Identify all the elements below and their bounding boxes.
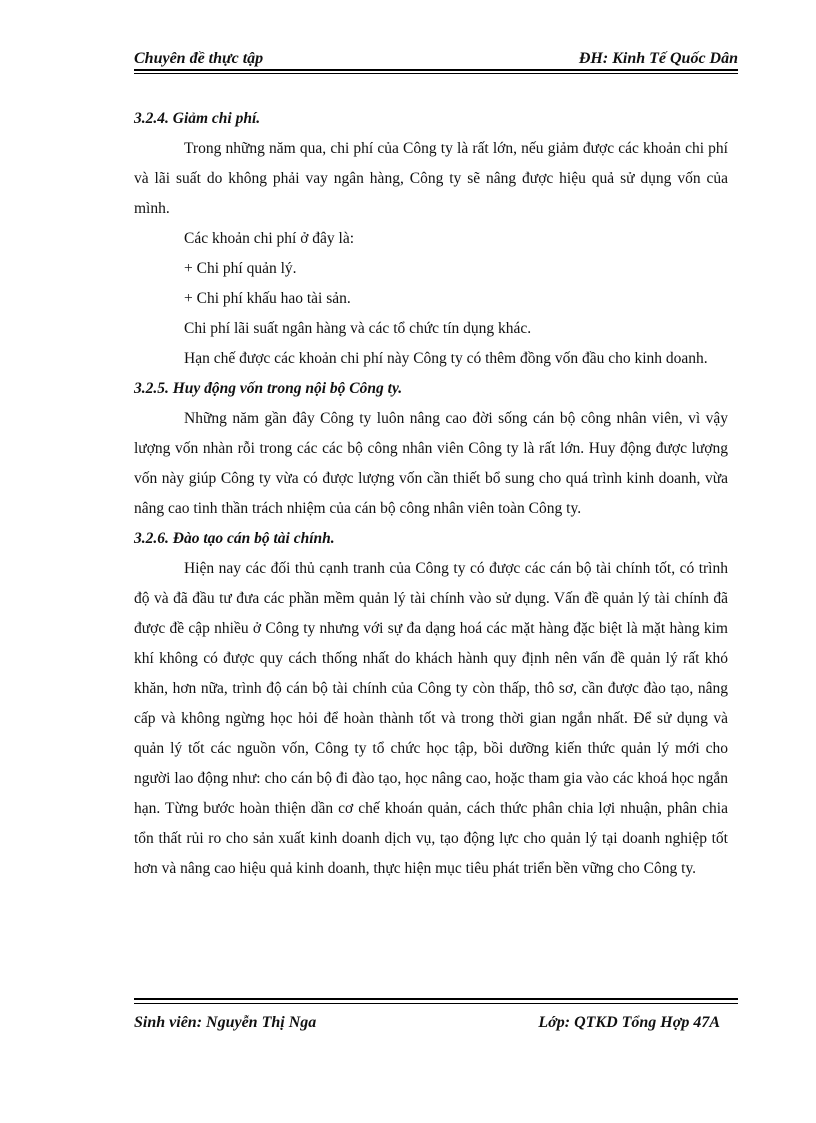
paragraph: Những năm gần đây Công ty luôn nâng cao đời sống cán bộ công nhân viên, vì vậy lượng vốn nhàn rỗi trong các các bộ công nhân viên Công ty là rất lớn. Huy động được lượng vốn này giúp Công ty vừa có được lượng vốn cần thiết bổ sung cho quá trình kinh doanh, vừa nâng cao tinh thần trách nhiệm của cán bộ công nhân viên toàn Công ty. — [134, 410, 728, 517]
document-body — [134, 104, 728, 884]
page-header — [134, 46, 738, 68]
section-heading: 3.2.5. Huy động vốn trong nội bộ Công ty. — [134, 380, 403, 397]
section-heading: 3.2.6. Đào tạo cán bộ tài chính. — [134, 530, 335, 547]
footer-class-name: Lớp: QTKD Tổng Hợp 47A — [538, 1014, 720, 1031]
footer-rule-thin — [134, 1003, 738, 1004]
header-left-title: Chuyên đề thực tập — [134, 50, 264, 67]
footer-student-name: Sinh viên: Nguyễn Thị Nga — [134, 1014, 317, 1031]
paragraph: Chi phí lãi suất ngân hàng và các tổ chức tín dụng khác. — [184, 320, 532, 337]
list-item: + Chi phí quản lý. — [184, 260, 297, 277]
paragraph: Hạn chế được các khoản chi phí này Công ty có thêm đồng vốn đầu cho kinh doanh. — [184, 350, 708, 367]
paragraph: Hiện nay các đối thủ cạnh tranh của Công ty có được các cán bộ tài chính tốt, có trình độ và đã đầu tư đưa các phần mềm quản lý tài chính vào sử dụng. Vấn đề quản lý tài chính đã được đề cập nhiều ở Công ty nhưng với sự đa dạng hoá các mặt hàng đặc biệt là mặt hàng kim khí không có được quy cách thống nhất do khách hành quy định nên vấn đề quản lý rất khó khăn, hơn nữa, trình độ cán bộ tài chính của Công ty còn thấp, thô sơ, cần được đào tạo, nâng cấp và không ngừng học hỏi để hoàn thành tốt và trong thời gian ngắn nhất. Để sử dụng và quản lý tốt các nguồn vốn, Công ty tổ chức học tập, bồi dưỡng kiến thức quản lý mới cho người lao động như: cho cán bộ đi đào tạo, học nâng cao, hoặc tham gia vào các khoá học ngắn hạn. Từng bước hoàn thiện dần cơ chế khoán quản, cách thức phân chia lợi nhuận, phân chia tổn thất rủi ro cho sản xuất kinh doanh dịch vụ, tạo động lực cho quản lý tại doanh nghiệp tốt hơn và nâng cao hiệu quả kinh doanh, thực hiện mục tiêu phát triển bền vững cho Công ty. — [134, 560, 728, 877]
paragraph: Các khoản chi phí ở đây là: — [184, 230, 355, 247]
paragraph: Trong những năm qua, chi phí của Công ty là rất lớn, nếu giảm được các khoản chi phí và lãi suất do không phải vay ngân hàng, Công ty sẽ nâng được hiệu quả sử dụng vốn của mình. — [134, 140, 728, 217]
section-heading: 3.2.4. Giảm chi phí. — [134, 110, 261, 127]
header-rule-thick — [134, 69, 738, 71]
footer-rule-thick — [134, 998, 738, 1000]
page-footer — [134, 1014, 738, 1032]
header-right-university: ĐH: Kinh Tế Quốc Dân — [578, 50, 738, 67]
header-rule-thin — [134, 73, 738, 74]
list-item: + Chi phí khấu hao tài sản. — [184, 290, 351, 307]
